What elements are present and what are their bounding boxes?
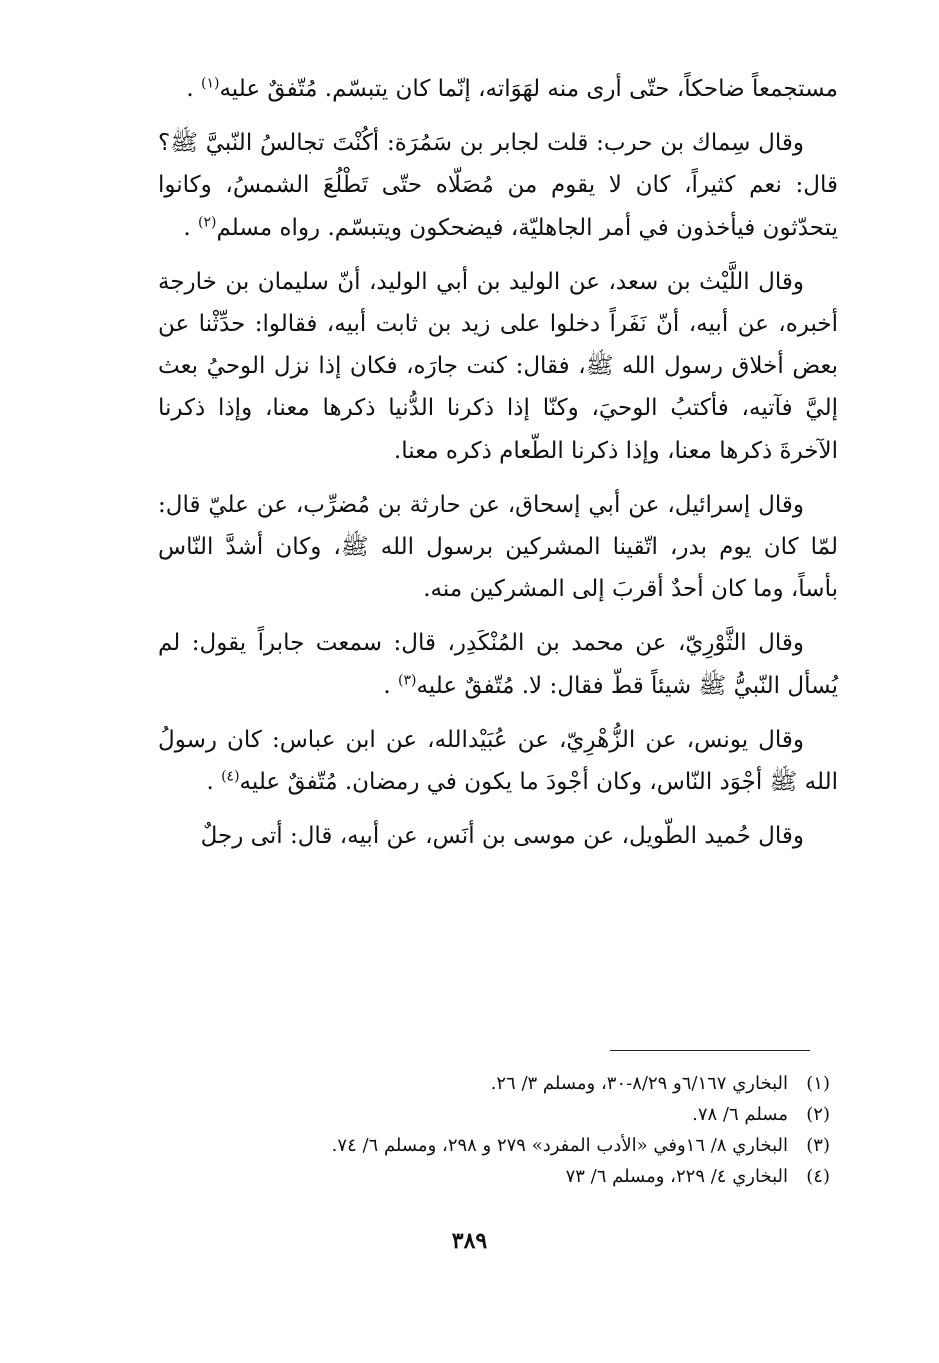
paragraph-text: وقال يونس، عن الزُّهْرِيّ، عن عُبَيْدالله، عن ابن عباس: كان رسولُ الله ﷺ أجْوَد النّاس، وكان أجْودَ ما يكون في رمضان. مُتّفقٌ عليه [158,726,838,796]
paragraph [158,484,838,611]
paragraph [158,622,838,706]
paragraph [158,815,838,857]
paragraph [158,122,838,249]
footnote-reference: (٤) [221,768,240,785]
footnotes [158,1068,830,1192]
page-number: ٣٨٩ [451,1228,488,1254]
paragraph-text: وقال إسرائيل، عن أبي إسحاق، عن حارثة بن مُضرِّب، عن عليّ قال: لمّا كان يوم بدر، اتّقينا المشركين برسول الله ﷺ، وكان أشدَّ النّاس بأساً، وما كان أحدٌ أقربَ إلى المشركين منه. [158,491,838,603]
paragraph-text: مستجمعاً ضاحكاً، حتّى أرى منه لهَوَاته، إنّما كان يتبسّم. مُتّفقٌ عليه [219,76,838,102]
paragraph-text: وقال اللَّيْث بن سعد، عن الوليد بن أبي الوليد، أنّ سليمان بن خارجة أخبره، عن أبيه، أنّ نَفَراً دخلوا على زيد بن ثابت أبيه، فقالوا: حدِّثْنا عن بعض أخلاق رسول الله ﷺ، فقال: كنت جارَه، فكان إذا نزل الوحيُ بعث إليَّ فآتيه، فأكتبُ الوحيَ، وكنّا إذا ذكرنا الدُّنيا ذكرها معنا، وإذا ذكرنا الآخرةَ ذكرها معنا، وإذا ذكرنا الطّعام ذكره معنا. [158,268,838,464]
footnote-reference: (٢) [197,213,217,230]
footnote-reference: (٣) [397,671,417,688]
footnote-marker: (٤) [806,1166,830,1187]
paragraph-text: وقال سِماك بن حرب: قلت لجابر بن سَمُرَة: أكُنْتَ تجالسُ النّبيَّ ﷺ؟ قال: نعم كثيراً، كان لا يقوم من مُصَلّاه حتّى تَطْلُعَ الشمسُ، وكانوا يتحدّثون فيأخذون في أمر الجاهليّة، فيضحكون ويتبسّم. رواه مسلم [158,130,838,241]
paragraph-end: . [183,214,198,241]
paragraph [158,68,838,110]
footnote-marker: (١) [806,1073,830,1094]
paragraph-end: . [206,769,222,796]
footnote-text: البخاري ٤/ ٢٢٩، ومسلم ٦/ ٧٣ [565,1166,788,1187]
paragraph [158,261,838,472]
footnote-marker: (٢) [806,1104,830,1125]
footnote-item [158,1161,830,1192]
paragraph-text: وقال الثَّوْرِيّ، عن محمد بن المُنْكَدِر، قال: سمعت جابراً يقول: لم يُسأل النّبيُّ ﷺ شيئاً قطّ فقال: لا. مُتّفقٌ عليه [158,630,838,699]
footnote-reference: (١) [201,75,220,92]
footnote-text: البخاري ٨/ ١٦وفي «الأدب المفرد» ٢٧٩ و ٢٩٨، ومسلم ٦/ ٧٤. [331,1135,788,1156]
footnote-divider [610,1050,810,1051]
footnote-text: البخاري ٦/١٦٧و ٨/٢٩-٣٠، ومسلم ٣/ ٢٦. [490,1073,788,1094]
body-text [158,68,838,869]
footnote-item [158,1099,830,1130]
paragraph-text: وقال حُميد الطّويل، عن موسى بن أنَس، عن أبيه، قال: أتى رجلٌ [200,823,804,850]
paragraph-end: . [383,672,398,699]
footnote-text: مسلم ٦/ ٧٨. [692,1104,788,1125]
paragraph-end: . [186,76,201,102]
footnote-item [158,1130,830,1161]
footnote-item [158,1068,830,1099]
footnote-marker: (٣) [806,1135,830,1156]
paragraph [158,719,838,803]
